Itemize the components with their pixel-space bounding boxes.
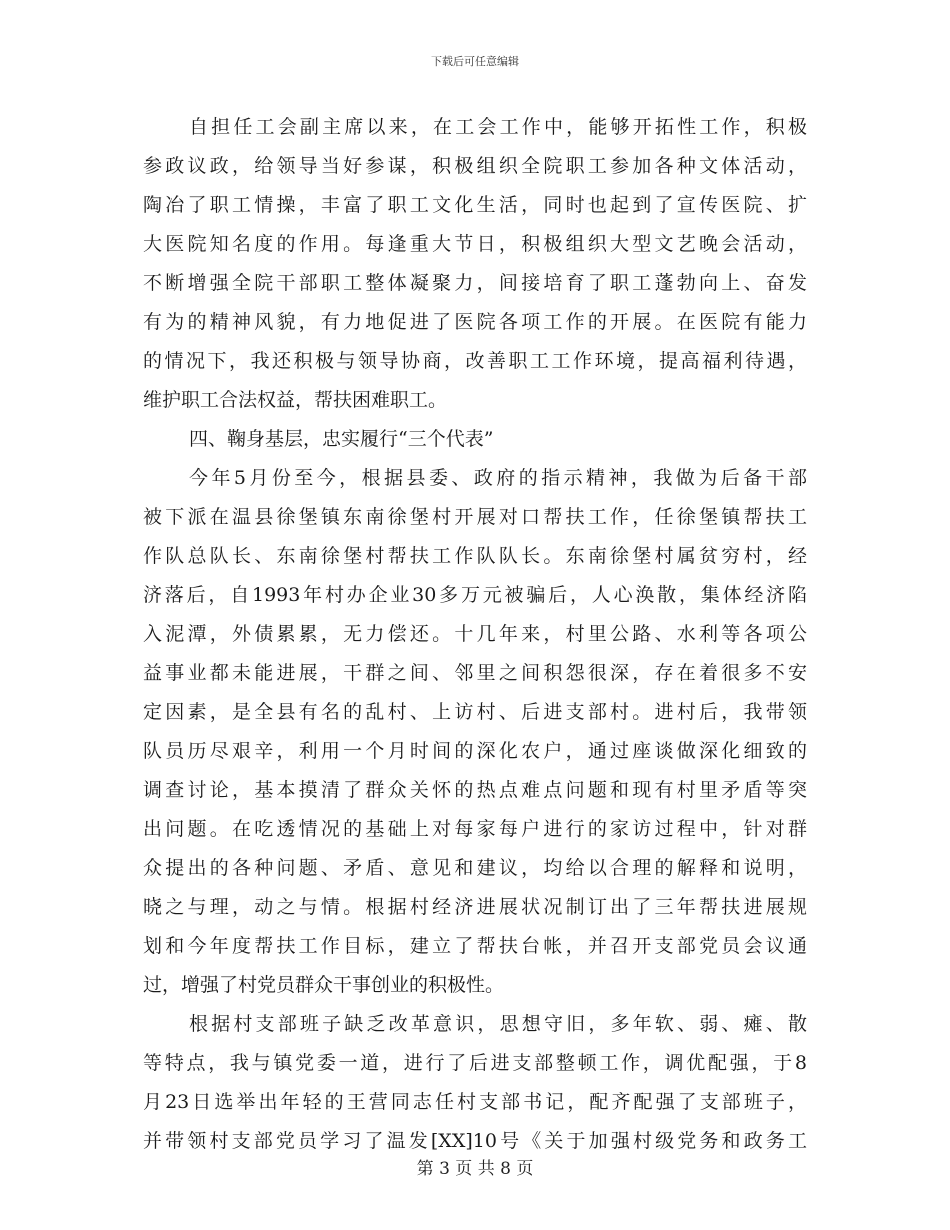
text-line: 今年5月份至今，根据县委、政府的指示精神，我做为后备干部	[189, 467, 807, 489]
text-line: 作队总队长、东南徐堡村帮扶工作队队长。东南徐堡村属贫穷村，经	[143, 545, 807, 567]
section-heading: 四、鞠身基层，忠实履行“三个代表”	[189, 428, 494, 450]
text-line: 大医院知名度的作用。每逢重大节日，积极组织大型文艺晚会活动，	[143, 233, 807, 255]
text-line: 有为的精神风貌，有力地促进了医院各项工作的开展。在医院有能力	[143, 311, 807, 333]
text-line: 自担任工会副主席以来，在工会工作中，能够开拓性工作，积极	[189, 116, 807, 138]
text-line: 定因素，是全县有名的乱村、上访村、后进支部村。进村后，我带领	[143, 701, 807, 723]
text-line: 月23日选举出年轻的王营同志任村支部书记，配齐配强了支部班子，	[143, 1091, 807, 1113]
text-line: 陶冶了职工情操，丰富了职工文化生活，同时也起到了宣传医院、扩	[143, 194, 807, 216]
text-line: 众提出的各种问题、矛盾、意见和建议，均给以合理的解释和说明，	[143, 857, 807, 879]
text-line: 并带领村支部党员学习了温发[XX]10号《关于加强村级党务和政务工	[143, 1130, 807, 1152]
text-line: 入泥潭，外债累累，无力偿还。十几年来，村里公路、水利等各项公	[143, 623, 807, 645]
text-line: 根据村支部班子缺乏改革意识，思想守旧，多年软、弱、瘫、散	[189, 1013, 807, 1035]
text-line: 队员历尽艰辛，利用一个月时间的深化农户，通过座谈做深化细致的	[143, 740, 807, 762]
text-line: 益事业都未能进展，干群之间、邻里之间积怨很深，存在着很多不安	[143, 662, 807, 684]
text-line: 维护职工合法权益，帮扶困难职工。	[143, 389, 448, 411]
text-line: 调查讨论，基本摸清了群众关怀的热点难点问题和现有村里矛盾等突	[143, 779, 807, 801]
text-line: 出问题。在吃透情况的基础上对每家每户进行的家访过程中，针对群	[143, 818, 807, 840]
text-line: 济落后，自1993年村办企业30多万元被骗后，人心涣散，集体经济陷	[143, 584, 807, 606]
text-line: 划和今年度帮扶工作目标，建立了帮扶台帐，并召开支部党员会议通	[143, 935, 807, 957]
text-line: 等特点，我与镇党委一道，进行了后进支部整顿工作，调优配强，于8	[143, 1052, 807, 1074]
page-header-note: 下载后可任意编辑	[431, 55, 519, 68]
text-line: 的情况下，我还积极与领导协商，改善职工工作环境，提高福利待遇，	[143, 350, 807, 372]
text-line: 不断增强全院干部职工整体凝聚力，间接培育了职工蓬勃向上、奋发	[143, 272, 807, 294]
text-line: 过，增强了村党员群众干事创业的积极性。	[143, 974, 505, 996]
document-body	[143, 108, 807, 1161]
text-line: 参政议政，给领导当好参谋，积极组织全院职工参加各种文体活动，	[143, 155, 807, 177]
page-number: 第 3 页 共 8 页	[416, 1159, 534, 1179]
text-line: 晓之与理，动之与情。根据村经济进展状况制订出了三年帮扶进展规	[143, 896, 807, 918]
text-line: 被下派在温县徐堡镇东南徐堡村开展对口帮扶工作，任徐堡镇帮扶工	[143, 506, 807, 528]
